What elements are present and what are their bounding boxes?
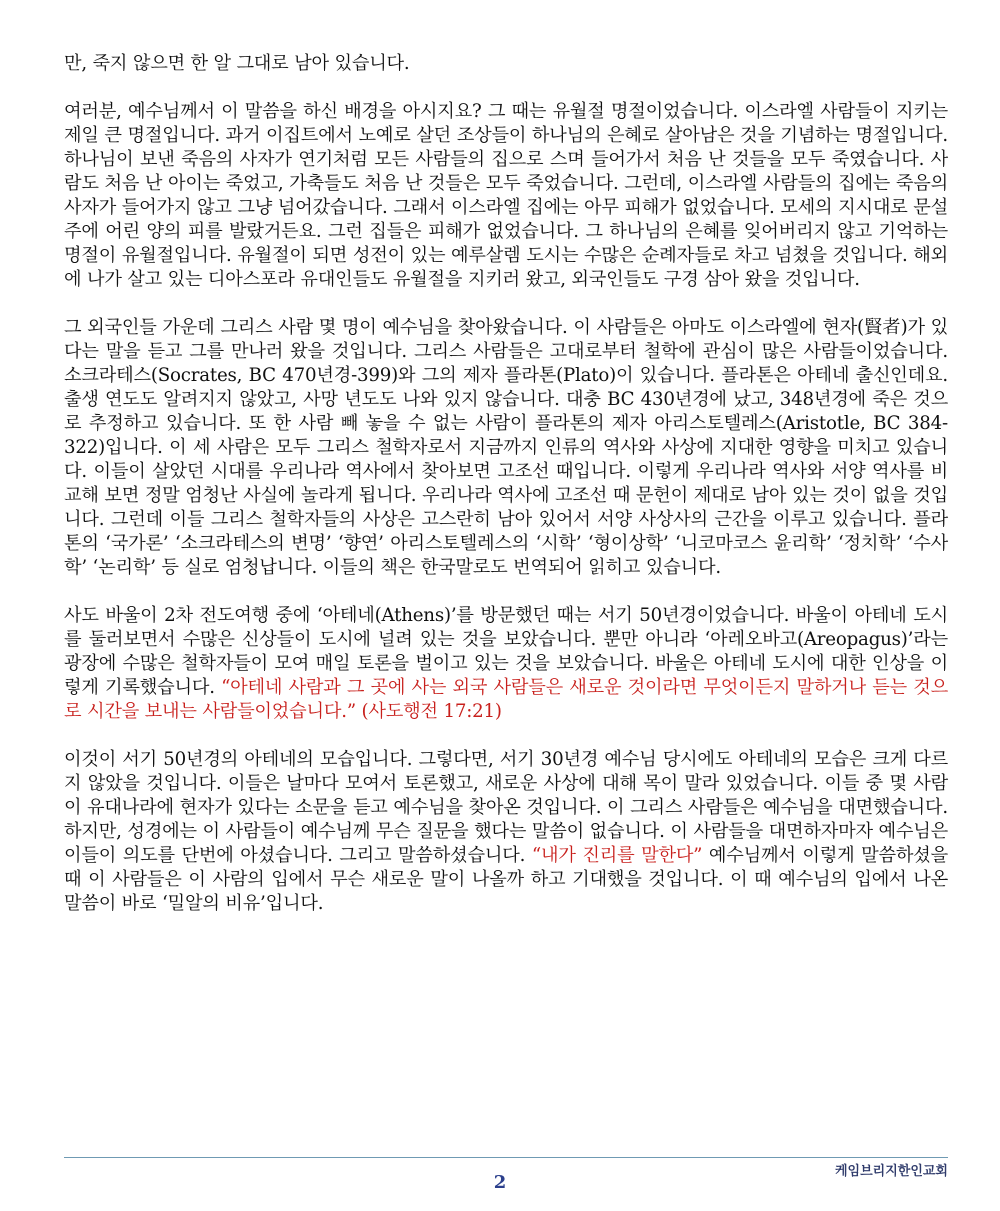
footer-divider: [64, 1157, 948, 1158]
paragraph-3: 그 외국인들 가운데 그리스 사람 몇 명이 예수님을 찾아왔습니다. 이 사람들은 아마도 이스라엘에 현자(賢者)가 있다는 말을 듣고 그를 만나러 왔을 것입니다. 그리스 사람들은 고대로부터 철학에 관심이 많은 사람들이었습니다. 소크라테스(Socrates, BC 470년경-399)와 그의 제자 플라톤(Plato)이 있습니다. 플라톤은 아테네 출신인데요. 출생 연도도 알려지지 않았고, 사망 년도도 나와 있지 않습니다. 대충 BC 430년경에 났고, 348년경에 죽은 것으로 추정하고 있습니다. 또 한 사람 빼 놓을 수 없는 사람이 플라톤의 제자 아리스토텔레스(Aristotle, BC 384-322)입니다. 이 세 사람은 모두 그리스 철학자로서 지금까지 인류의 역사와 사상에 지대한 영향을 미치고 있습니다. 이들이 살았던 시대를 우리나라 역사에서 찾아보면 고조선 때입니다. 이렇게 우리나라 역사와 서양 역사를 비교해 보면 정말 엄청난 사실에 놀라게 됩니다. 우리나라 역사에 고조선 때 문헌이 제대로 남아 있는 것이 없을 것입니다. 그런데 이들 그리스 철학자들의 사상은 고스란히 남아 있어서 서양 사상사의 근간을 이루고 있습니다. 플라톤의 ‘국가론’ ‘소크라테스의 변명’ ‘향연’ 아리스토텔레스의 ‘시학’ ‘형이상학’ ‘니코마코스 윤리학’ ‘정치학’ ‘수사학’ ‘논리학’ 등 실로 엄청납니다. 이들의 책은 한국말로도 번역되어 읽히고 있습니다.: [64, 317, 948, 578]
scripture-quote: “아테네 사람과 그 곳에 사는 외국 사람들은 새로운 것이라면 무엇이든지 말하거나 듣는 것으로 시간을 보내는 사람들이었습니다.” (사도행전 17:21): [64, 677, 949, 722]
jesus-quote: “내가 진리를 말한다”: [531, 845, 703, 866]
paragraph-2: 여러분, 예수님께서 이 말씀을 하신 배경을 아시지요? 그 때는 유월절 명절이었습니다. 이스라엘 사람들이 지키는 제일 큰 명절입니다. 과거 이집트에서 노예로 살던 조상들이 하나님의 은혜로 살아남은 것을 기념하는 명절입니다. 하나님이 보낸 죽음의 사자가 연기처럼 모든 사람들의 집으로 스며 들어가서 처음 난 것들을 모두 죽였습니다. 사람도 처음 난 아이는 죽었고, 가축들도 처음 난 것들은 모두 죽었습니다. 그런데, 이스라엘 사람들의 집에는 죽음의 사자가 들어가지 않고 그냥 넘어갔습니다. 그래서 이스라엘 집에는 아무 피해가 없었습니다. 모세의 지시대로 문설주에 어린 양의 피를 발랐거든요. 그런 집들은 피해가 없었습니다. 그 하나님의 은혜를 잊어버리지 않고 기억하는 명절이 유월절입니다. 유월절이 되면 성전이 있는 예루살렘 도시는 수많은 순례자들로 차고 넘쳤을 것입니다. 해외에 나가 살고 있는 디아스포라 유대인들도 유월절을 지키러 왔고, 외국인들도 구경 삼아 왔을 것입니다.: [64, 101, 948, 290]
paragraph-5: [64, 748, 948, 916]
sermon-body: [64, 52, 948, 940]
paragraph-4-text: 사도 바울이 2차 전도여행 중에 ‘아테네(Athens)’를 방문했던 때는 서기 50년경이었습니다. 바울이 아테네 도시를 둘러보면서 수많은 신상들이 도시에 널려 있는 것을 보았습니다. 뿐만 아니라 ‘아레오바고(Areopagus)’라는 광장에 수많은 철학자들이 모여 매일 토론을 벌이고 있는 것을 보았습니다. 바울은 아테네 도시에 대한 인상을 이렇게 기록했습니다.: [64, 605, 948, 698]
paragraph-5-text-after: 예수님께서 이렇게 말씀하셨을 때 이 사람들은 이 사람의 입에서 무슨 새로운 말이 나올까 하고 기대했을 것입니다. 이 때 예수님의 입에서 나온 말씀이 바로 ‘밀알의 비유’입니다.: [64, 845, 949, 914]
paragraph-5-text: 이것이 서기 50년경의 아테네의 모습입니다. 그렇다면, 서기 30년경 예수님 당시에도 아테네의 모습은 크게 다르지 않았을 것입니다. 이들은 날마다 모여서 토론했고, 새로운 사상에 대해 목이 말라 있었습니다. 이들 중 몇 사람이 유대나라에 현자가 있다는 소문을 듣고 예수님을 찾아온 것입니다. 이 그리스 사람들은 예수님을 대면했습니다. 하지만, 성경에는 이 사람들이 예수님께 무슨 질문을 했다는 말씀이 없습니다. 이 사람들을 대면하자마자 예수님은 이들이 의도를 단번에 아셨습니다. 그리고 말씀하셨습니다.: [64, 749, 948, 866]
page-number: 2: [493, 1172, 507, 1193]
church-name: 케임브리지한인교회: [834, 1164, 948, 1179]
paragraph-4: [64, 604, 948, 724]
paragraph-1: 만, 죽지 않으면 한 알 그대로 남아 있습니다.: [64, 53, 410, 74]
